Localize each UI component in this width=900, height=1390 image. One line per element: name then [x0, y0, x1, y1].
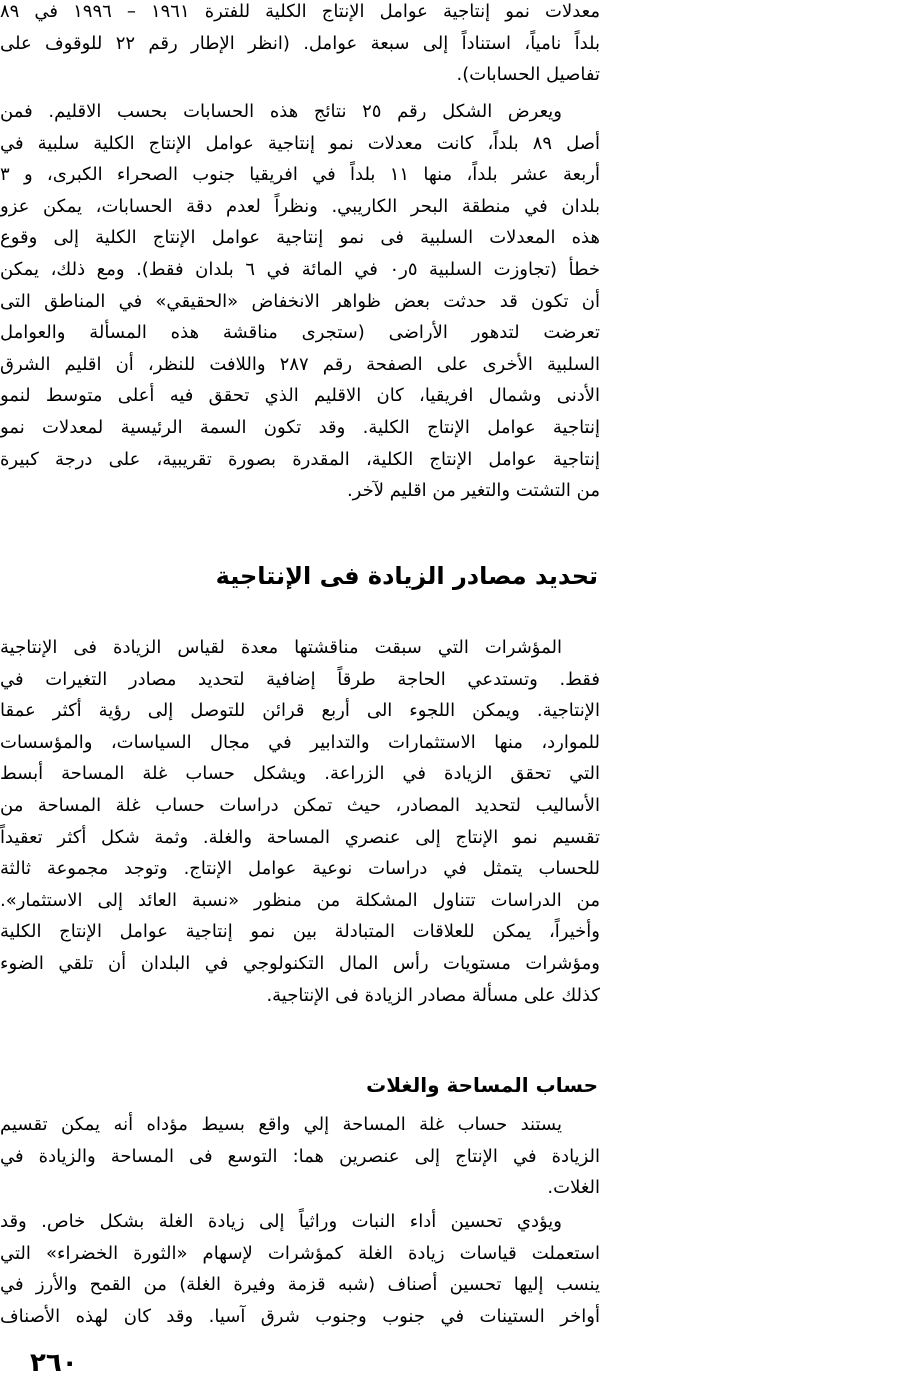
text-line: أربعة عشر بلداً، منها ١١ بلداً في افريقيا جنوب الصحراء الكبرى، و ٣: [0, 164, 600, 186]
section-heading: تحديد مصادر الزيادة فى الإنتاجية: [215, 562, 598, 590]
text-line: الزيادة في الإنتاج إلى عنصرين هما: التوسع فى المساحة والزيادة في: [0, 1145, 600, 1167]
text-line: من التشتت والتغير من اقليم لآخر.: [346, 480, 600, 502]
text-line: ويؤدي تحسين أداء النبات وراثياً إلى زيادة الغلة بشكل خاص. وقد: [0, 1211, 562, 1232]
text-line: المؤشرات التي سبقت مناقشتها معدة لقياس الزيادة فى الإنتاجية: [0, 637, 562, 658]
text-line: من الدراسات تتناول المشكلة من منظور «نسبة العائد إلى الاستثمار».: [0, 889, 600, 911]
paragraph-block: [0, 1206, 600, 1332]
text-line: للحساب يتمثل في دراسات نوعية عوامل الإنتاج. وتوجد مجموعة ثالثة: [0, 858, 600, 880]
text-line: استعملت قياسات زيادة الغلة كمؤشرات لإسهام «الثورة الخضراء» التي: [0, 1242, 600, 1264]
text-line: خطأ (تجاوزت السلبية ٥ر٠ في المائة في ٦ بلدان فقط). ومع ذلك، يمكن: [0, 258, 600, 280]
page-number: ٢٦٠: [30, 1348, 78, 1378]
text-line: يستند حساب غلة المساحة إلي واقع بسيط مؤداه أنه يمكن تقسيم: [0, 1114, 562, 1135]
text-line: السلبية الأخرى على الصفحة رقم ٢٨٧ واللافت للنظر، أن اقليم الشرق: [0, 353, 600, 375]
text-line: كذلك على مسألة مصادر الزيادة فى الإنتاجية.: [266, 984, 600, 1006]
subsection-heading: حساب المساحة والغلات: [366, 1073, 598, 1097]
text-line: وأخيراً، يمكن للعلاقات المتبادلة بين نمو إنتاجية عوامل الإنتاج الكلية: [0, 921, 600, 943]
text-line: فقط. وتستدعي الحاجة طرقاً إضافية لتحديد مصادر التغيرات في: [0, 668, 600, 690]
text-line: الأساليب لتحديد المصادر، حيث تمكن دراسات حساب غلة المساحة من: [0, 794, 600, 816]
paragraph-block: [0, 96, 600, 507]
text-line: أصل ٨٩ بلداً، كانت معدلات نمو إنتاجية عوامل الإنتاج الكلية سلبية في: [0, 132, 600, 154]
text-line: الإنتاجية. ويمكن اللجوء الى أربع قرائن للتوصل إلى رؤية أكثر عمقا: [0, 700, 600, 722]
text-line: الأدنى وشمال افريقيا، كان الاقليم الذي تحقق فيه أعلى متوسط لنمو: [0, 385, 600, 407]
text-line: تقسيم نمو الإنتاج إلى عنصري المساحة والغلة. وثمة شكل أكثر تعقيداً: [0, 826, 600, 848]
text-line: للموارد، منها الاستثمارات والتدابير في مجال السياسات، والمؤسسات: [0, 731, 600, 753]
paragraph-block: [0, 1109, 600, 1204]
text-line: ومؤشرات مستويات رأس المال التكنولوجي في البلدان أن تلقي الضوء: [0, 952, 600, 974]
text-line: بلدان في منطقة البحر الكاريبي. ونظراً لعدم دقة الحسابات، يمكن عزو: [0, 195, 600, 217]
text-line: التي تحقق الزيادة في الزراعة. ويشكل حساب غلة المساحة أبسط: [0, 763, 600, 785]
text-line: أن تكون قد حدثت بعض ظواهر الانخفاض «الحقيقي» في المناطق التى: [0, 290, 600, 312]
text-line: بلداً نامياً، استناداً إلى سبعة عوامل. (انظر الإطار رقم ٢٢ للوقوف على: [0, 32, 600, 54]
text-line: معدلات نمو إنتاجية عوامل الإنتاج الكلية للفترة ١٩٦١ – ١٩٩٦ في ٨٩: [0, 1, 600, 22]
text-line: ينسب إليها تحسين أصناف (شبه قزمة وفيرة الغلة) من القمح والأرز في: [0, 1274, 600, 1296]
text-line: أواخر الستينات في جنوب وجنوب شرق آسيا. وقد كان لهذه الأصناف: [0, 1305, 600, 1327]
paragraph-block: [0, 632, 600, 1011]
text-line: هذه المعدلات السلبية فى نمو إنتاجية عوامل الإنتاج الكلية إلى وقوع: [0, 227, 600, 249]
text-line: الغلات.: [547, 1177, 600, 1199]
text-line: إنتاجية عوامل الإنتاج الكلية، المقدرة بصورة تقريبية، على درجة كبيرة: [0, 448, 600, 470]
text-line: تفاصيل الحسابات).: [456, 64, 600, 86]
text-line: إنتاجية عوامل الإنتاج الكلية. وقد تكون السمة الرئيسية لمعدلات نمو: [0, 416, 600, 438]
text-line: ويعرض الشكل رقم ٢٥ نتائج هذه الحسابات بحسب الاقليم. فمن: [0, 101, 562, 122]
text-line: تعرضت لتدهور الأراضى (ستجرى مناقشة هذه المسألة والعوامل: [0, 322, 600, 344]
paragraph-block: [0, 0, 600, 91]
